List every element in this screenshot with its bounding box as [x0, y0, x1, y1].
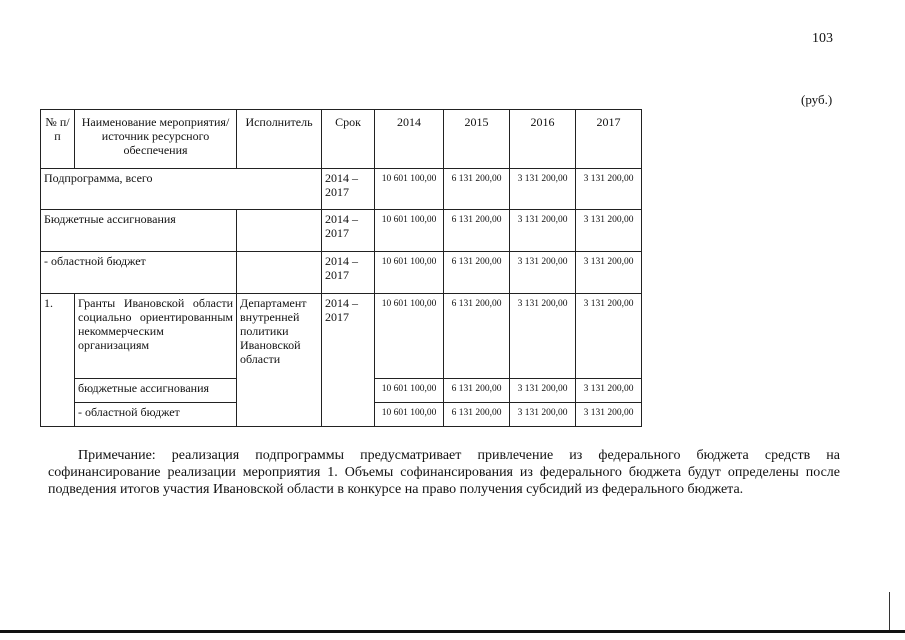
value-2015: 6 131 200,00 — [444, 403, 510, 427]
header-executor: Исполнитель — [237, 110, 322, 169]
scan-margin-mark — [889, 592, 890, 630]
page-bottom-border — [0, 630, 905, 633]
table-row — [41, 210, 642, 252]
row-term: 2014 – 2017 — [322, 252, 375, 294]
footnote: Примечание: реализация подпрограммы предусматривает привлечение из федерального бюджета средств на софинансирование реализации мероприятия 1. Объемы софинансирования из федерального бюджета будут определены после подведения итогов участия Ивановской области в конкурсе на право получения субсидий из федерального бюджета. — [48, 448, 840, 497]
activity-row — [41, 294, 642, 379]
value-2017: 3 131 200,00 — [576, 210, 642, 252]
table-row — [41, 252, 642, 294]
value-2017: 3 131 200,00 — [576, 169, 642, 210]
activity-term: 2014 – 2017 — [322, 294, 375, 427]
header-2014: 2014 — [375, 110, 444, 169]
value-2017: 3 131 200,00 — [576, 403, 642, 427]
header-name: Наименование мероприятия/источник ресурсного обеспечения — [75, 110, 237, 169]
value-2016: 3 131 200,00 — [510, 252, 576, 294]
table-row — [41, 169, 642, 210]
row-executor — [237, 210, 322, 252]
value-2014: 10 601 100,00 — [375, 169, 444, 210]
row-label: - областной бюджет — [75, 403, 237, 427]
header-num: № п/п — [41, 110, 75, 169]
header-2015: 2015 — [444, 110, 510, 169]
header-term: Срок — [322, 110, 375, 169]
activity-number: 1. — [41, 294, 75, 427]
value-2017: 3 131 200,00 — [576, 379, 642, 403]
value-2014: 10 601 100,00 — [375, 294, 444, 379]
row-label: бюджетные ассигнования — [75, 379, 237, 403]
table-header-row — [41, 110, 642, 169]
row-term: 2014 – 2017 — [322, 210, 375, 252]
value-2017: 3 131 200,00 — [576, 252, 642, 294]
header-2017: 2017 — [576, 110, 642, 169]
row-executor — [237, 252, 322, 294]
value-2016: 3 131 200,00 — [510, 210, 576, 252]
value-2016: 3 131 200,00 — [510, 169, 576, 210]
value-2015: 6 131 200,00 — [444, 252, 510, 294]
value-2014: 10 601 100,00 — [375, 210, 444, 252]
page-number: 103 — [812, 31, 833, 46]
value-2014: 10 601 100,00 — [375, 403, 444, 427]
value-2015: 6 131 200,00 — [444, 379, 510, 403]
row-term: 2014 – 2017 — [322, 169, 375, 210]
value-2014: 10 601 100,00 — [375, 379, 444, 403]
value-2015: 6 131 200,00 — [444, 169, 510, 210]
currency-unit: (руб.) — [801, 92, 833, 107]
activity-name: Гранты Ивановской области социально ориентированным некоммерческим организациям — [75, 294, 237, 379]
value-2014: 10 601 100,00 — [375, 252, 444, 294]
value-2017: 3 131 200,00 — [576, 294, 642, 379]
activity-executor: Департамент внутренней политики Ивановской области — [237, 294, 322, 427]
row-label: Подпрограмма, всего — [41, 169, 322, 210]
budget-table — [40, 109, 642, 427]
value-2015: 6 131 200,00 — [444, 210, 510, 252]
value-2016: 3 131 200,00 — [510, 379, 576, 403]
value-2016: 3 131 200,00 — [510, 403, 576, 427]
value-2016: 3 131 200,00 — [510, 294, 576, 379]
value-2015: 6 131 200,00 — [444, 294, 510, 379]
header-2016: 2016 — [510, 110, 576, 169]
row-label: Бюджетные ассигнования — [41, 210, 237, 252]
row-label: - областной бюджет — [41, 252, 237, 294]
